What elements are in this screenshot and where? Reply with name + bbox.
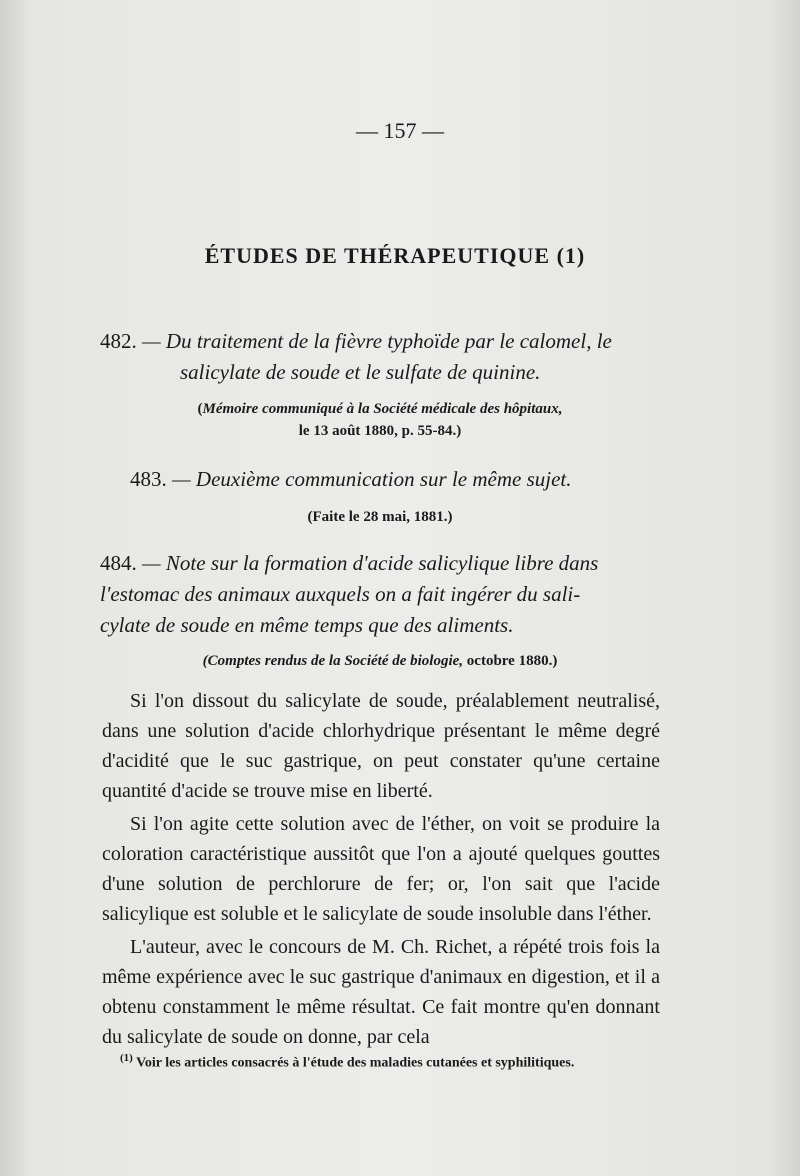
paragraph: L'auteur, avec le concours de M. Ch. Richet, a répété trois fois la même expérience avec le suc gastrique d'animaux en digestion, et il a obtenu constamment le même résultat. Ce fait montre qu'en donnant du salicylate de soude on donne, par cela <box>102 936 660 1048</box>
source-italic: (Comptes rendus de la Société de biologie, <box>202 653 464 669</box>
entry-number: 484. <box>100 551 137 575</box>
entry-482-line2 <box>100 357 660 388</box>
entry-483 <box>130 464 690 495</box>
entry-482-line1 <box>100 326 660 357</box>
entry-number: 482. <box>100 329 137 353</box>
body-text <box>102 686 660 1055</box>
footnote-mark: (1) <box>120 1052 133 1064</box>
page-number: — 157 — <box>356 118 444 143</box>
entry-483-source: (Faite le 28 mai, 1881.) <box>307 509 453 525</box>
footnote-text: Voir les articles consacrés à l'étude des maladies cutanées et syphilitiques. <box>132 1055 575 1071</box>
entry-484-source: (Comptes rendus de la Société de biologie, octobre 1880.) <box>202 653 558 669</box>
entry-482-source: (Mémoire communiqué à la Société médicale des hôpitaux, le 13 août 1880, p. 55-84.) <box>100 398 660 442</box>
source-date: le 13 août 1880, p. 55-84.) <box>298 423 462 439</box>
entry-title: l'estomac des animaux auxquels on a fait ingérer du sali- <box>100 582 581 606</box>
paragraph: Si l'on dissout du salicylate de soude, préalablement neutralisé, dans une solution d'acide chlorhydrique présentant le même degré d'acidité que le suc gastrique, on peut constater qu'une certaine quantité d'acide se trouve mise en liberté. <box>102 690 660 802</box>
entry-482 <box>100 326 660 388</box>
entry-title: — Deuxième communication sur le même sujet. <box>172 467 572 491</box>
footnote <box>120 1052 680 1072</box>
entry-title: salicylate de soude et le sulfate de quinine. <box>180 360 541 384</box>
section-title: ÉTUDES DE THÉRAPEUTIQUE (1) <box>204 243 586 268</box>
entry-title: — Du traitement de la fièvre typhoïde par le calomel, le <box>142 329 612 353</box>
entry-title: — Note sur la formation d'acide salicylique libre dans <box>142 551 599 575</box>
entry-number: 483. <box>130 467 167 491</box>
entry-484 <box>100 548 660 641</box>
paragraph: Si l'on agite cette solution avec de l'éther, on voit se produire la coloration caractéristique aussitôt que l'on a ajouté quelques gouttes d'une solution de perchlorure de fer; or, l'on sait que l'acide salicylique est soluble et le salicylate de soude insoluble dans l'éther. <box>102 813 660 925</box>
source-italic: Mémoire communiqué à la Société médicale des hôpitaux, <box>202 401 563 417</box>
entry-title: cylate de soude en même temps que des aliments. <box>100 613 514 637</box>
